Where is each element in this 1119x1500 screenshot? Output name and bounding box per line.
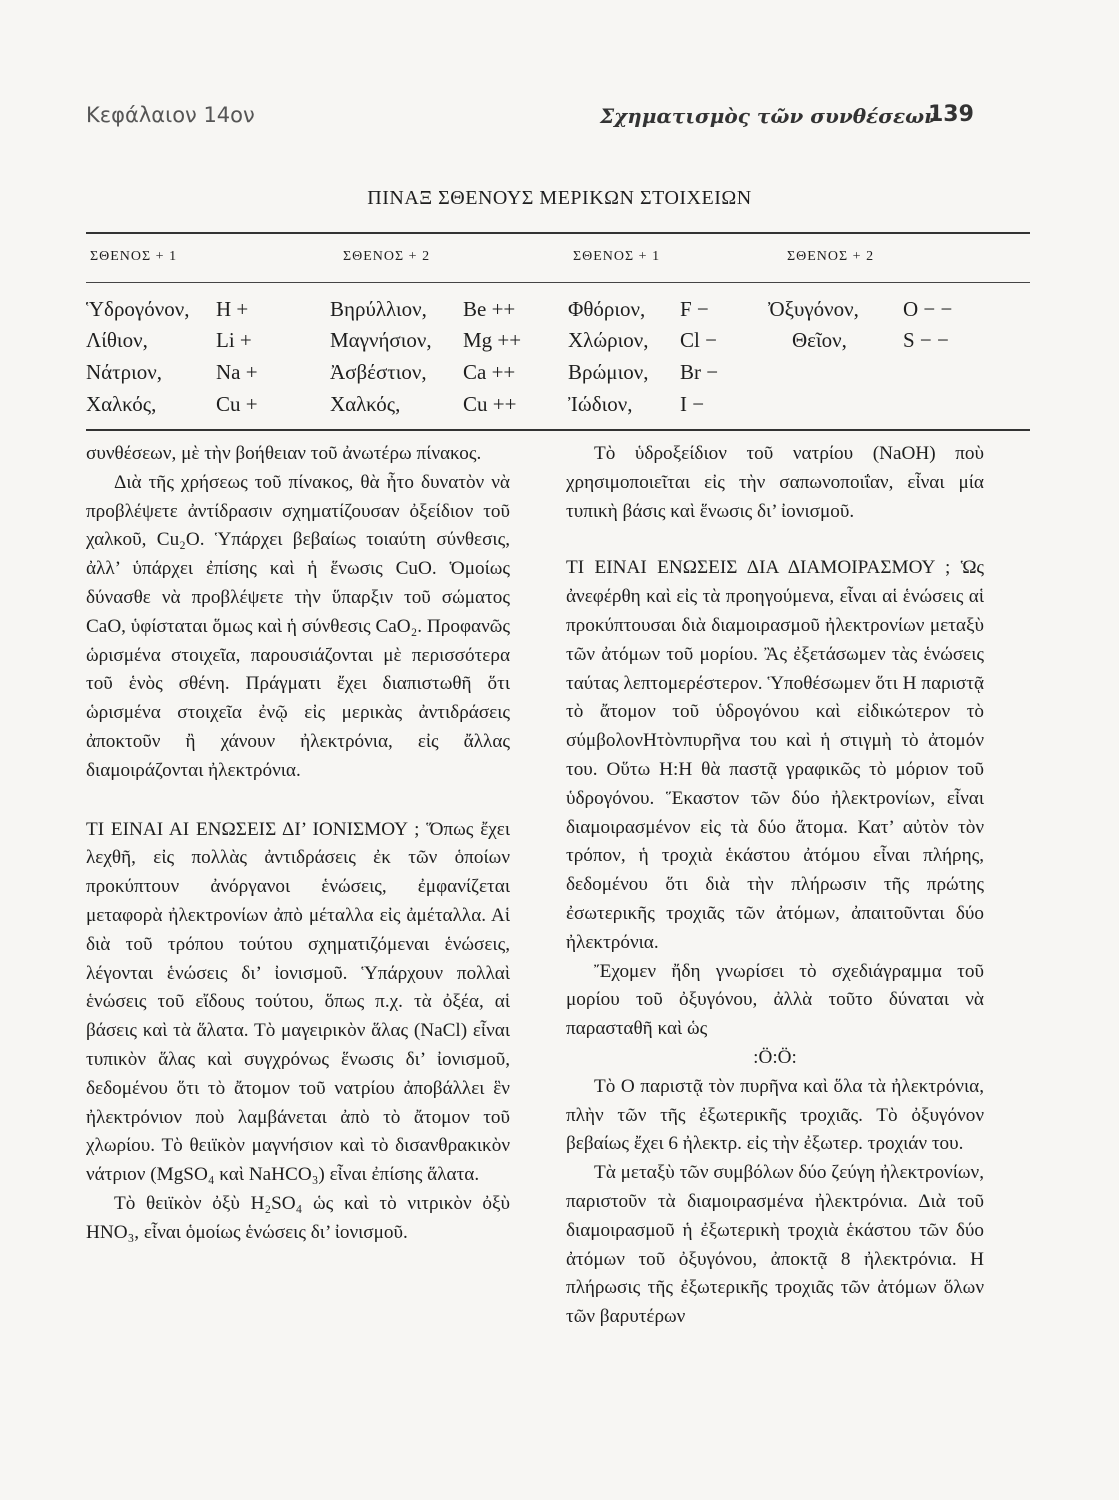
table-cell: F −: [680, 297, 709, 321]
table-cell: Νάτριον,: [86, 360, 162, 384]
table-cell: Na +: [216, 360, 258, 384]
table-title: ΠΙΝΑΞ ΣΘΕΝΟΥΣ ΜΕΡΙΚΩΝ ΣΤΟΙΧΕΙΩΝ: [367, 187, 752, 209]
table-cell: Θεῖον,: [792, 328, 847, 352]
paragraph: ΤΙ ΕΙΝΑΙ ΑΙ ΕΝΩΣΕΙΣ ΔΙ’ ΙΟΝΙΣΜΟΥ ; Ὅπως ἔχει λεχθῆ, εἰς πολλὰς ἀντιδράσεις ἐκ τῶν ὁποίων προκύπτουν ἀνόργανοι ἑνώσεις, ἐμφανίζεται μεταφορὰ ἠλεκτρονίων ἀπὸ μέταλλα εἰς ἀμέταλλα. Αἱ διὰ τοῦ τρόπου τούτου σχηματιζόμεναι ἑνώσεις, λέγονται ἑνώσεις δι’ ἰονισμοῦ. Ὑπάρχουν πολλαὶ ἑνώσεις τοῦ εἴδους τούτου, ὅπως π.χ. τὰ ὀξέα, αἱ βάσεις καὶ τὰ ἅλατα. Τὸ μαγειρικὸν ἅλας (NaCl) εἶναι τυπικὸν ἅλας καὶ συγχρόνως ἕνωσις δι’ ἰονισμοῦ, δεδομένου ὅτι τὸ ἄτομον τοῦ νατρίου ἀποβάλλει ἓν ἠλεκτρόνιον ποὺ λαμβάνεται ἀπὸ τὸ ἄτομον τοῦ χλωρίου. Τὸ θειϊκὸν μαγνήσιον καὶ τὸ δισανθρακικὸν νάτριον (MgSO₄ καὶ NaHCO₃) εἶναι ἐπίσης ἅλατα.: [86, 818, 510, 1186]
table-cell: Χλώριον,: [568, 328, 649, 352]
col-header: ΣΘΕΝΟΣ + 2: [343, 249, 431, 264]
table-cell: Λίθιον,: [86, 328, 148, 352]
chapter-label: Κεφάλαιον 14ον: [86, 103, 255, 127]
paragraph: Τὸ θειϊκὸν ὀξὺ H₂SO₄ ὡς καὶ τὸ νιτρικὸν ὀξὺ HNO₃, εἶναι ὁμοίως ἑνώσεις δι’ ἰονισμοῦ.: [86, 1192, 510, 1243]
table-cell: Be ++: [463, 297, 516, 321]
table-cell: O − −: [903, 297, 953, 321]
table-cell: Cu ++: [463, 392, 517, 416]
table-cell: Ὑδρογόνον,: [86, 297, 190, 321]
table-cell: Ca ++: [463, 360, 516, 384]
table-cell: Cl −: [680, 328, 717, 352]
table-cell: H +: [216, 297, 249, 321]
oxygen-formula: :Ö:Ö:: [753, 1046, 797, 1068]
col-header: ΣΘΕΝΟΣ + 1: [573, 249, 661, 264]
table-cell: Χαλκός,: [86, 392, 157, 416]
table-cell: Cu +: [216, 392, 258, 416]
table-cell: Βηρύλλιον,: [330, 297, 427, 321]
paragraph: Τὰ μεταξὺ τῶν συμβόλων δύο ζεύγη ἠλεκτρονίων, παριστοῦν τὰ διαμοιρασμένα ἠλεκτρόνια. Διὰ τοῦ διαμοιρασμοῦ ἡ ἐξωτερικὴ τροχιὰ ἑκάστου τῶν δύο ἀτόμων τοῦ ὀξυγόνου, ἀποκτᾷ 8 ἠλεκτρόνια. Η πλήρωσις τῆς ἐξωτερικῆς τροχιᾶς τῶν ἀτόμων ὅλων τῶν βαρυτέρων: [566, 1162, 984, 1328]
paragraph: ΤΙ ΕΙΝΑΙ ΕΝΩΣΕΙΣ ΔΙΑ ΔΙΑΜΟΙΡΑΣΜΟΥ ; Ὡς ἀνεφέρθη καὶ εἰς τὰ προηγούμενα, εἶναι αἱ ἑνώσεις αἱ προκύπτουσαι διὰ διαμοιρασμοῦ ἠλεκτρονίων μεταξὺ τῶν ἀτόμων τοῦ μορίου. Ἂς ἐξετάσωμεν τὰς ἑνώσεις ταύτας λεπτομερέστερον. Ὑποθέσωμεν ὅτι H παριστᾷ τὸ ἄτομον τοῦ ὑδρογόνου καὶ εἰδικώτερον τὸ σύμβολονHτὸνπυρῆνα του καὶ ἡ στιγμὴ τὸ ἀτομόν του. Οὕτω H:H θὰ παστᾷ γραφικῶς τὸ μόριον τοῦ ὑδρογόνου. Ἕκαστον τῶν δύο ἠλεκτρονίων, εἶναι διαμοιρασμένον εἰς τὰ δύο ἄτομα. Κατ’ αὐτὸν τὸν τρόπον, ἡ τροχιὰ ἑκάστου ἀτόμου εἶναι πλήρης, δεδομένου ὅτι διὰ τὴν πλήρωσιν τῆς πρώτης ἐσωτερικῆς τροχιᾶς τῶν ἀτόμων, ἀπαιτοῦνται δύο ἠλεκτρόνια.: [566, 557, 984, 953]
col-header: ΣΘΕΝΟΣ + 2: [787, 249, 875, 264]
section-title: Σχηματισμὸς τῶν συνθέσεων: [600, 104, 939, 128]
table-cell: Mg ++: [463, 328, 522, 352]
table-cell: Br −: [680, 360, 719, 384]
table-cell: S − −: [903, 328, 949, 352]
paragraph: Τὸ O παριστᾷ τὸν πυρῆνα καὶ ὅλα τὰ ἠλεκτρόνια, πλὴν τῶν τῆς ἐξωτερικῆς τροχιᾶς. Τὸ ὀξυγόνον βεβαίως ἔχει 6 ἠλεκτρ. εἰς τὴν ἐξωτερ. τροχιάν του.: [566, 1075, 984, 1155]
left-text-column: [86, 440, 510, 1248]
table-cell: Li +: [216, 328, 252, 352]
paragraph: Ἔχομεν ἤδη γνωρίσει τὸ σχεδιάγραμμα τοῦ μορίου τοῦ ὀξυγόνου, ἀλλὰ τοῦτο δύναται νὰ παρασταθῆ καὶ ὡς: [566, 960, 984, 1040]
table-cell: Μαγνήσιον,: [330, 328, 432, 352]
table-cell: Ἰώδιον,: [568, 392, 633, 416]
right-text-column: [566, 440, 984, 1332]
col-header: ΣΘΕΝΟΣ + 1: [90, 249, 178, 264]
table-bottom-rule: [86, 429, 1030, 431]
paragraph: συνθέσεων, μὲ τὴν βοήθειαν τοῦ ἀνωτέρω πίνακος.: [86, 443, 482, 464]
table-cell: Χαλκός,: [330, 392, 401, 416]
page-number: 139: [928, 102, 974, 127]
table-cell: Βρώμιον,: [568, 360, 649, 384]
paragraph: Διὰ τῆς χρήσεως τοῦ πίνακος, θὰ ἦτο δυνατὸν νὰ προβλέψετε ἀντίδρασιν σχηματίζουσαν ὀξείδιον τοῦ χαλκοῦ, Cu₂O. Ὑπάρχει βεβαίως τοιαύτη σύνθεσις, ἀλλ’ ὑπάρχει ἐπίσης καὶ ἡ ἕνωσις CuO. Ὁμοίως δύνασθε νὰ προβλέψετε τὴν ὕπαρξιν τοῦ σώματος CaO, ὑφίσταται ὅμως καὶ ἡ σύνθεσις CaO₂. Προφανῶς ὡρισμένα στοιχεῖα, παρουσιάζονται μὲ περισσότερα τοῦ ἑνὸς σθένη. Πράγματι ἔχει διαπιστωθῆ ὅτι ὡρισμένα στοιχεῖα ἐνῷ εἰς μερικὰς ἀντιδράσεις ἀποκτοῦν ἢ χάνουν ἠλεκτρόνια, εἰς ἄλλας διαμοιράζονται ἠλεκτρόνια.: [86, 471, 510, 781]
table-cell: Ὀξυγόνον,: [768, 297, 859, 321]
table-top-rule: [86, 232, 1030, 234]
table-cell: Φθόριον,: [568, 297, 646, 321]
paragraph: Τὸ ὑδροξείδιον τοῦ νατρίου (NaOH) ποὺ χρησιμοποιεῖται εἰς τὴν σαπωνοποιΐαν, εἶναι μία τυπικὴ βάσις καὶ ἕνωσις δι’ ἰονισμοῦ.: [566, 443, 984, 522]
table-header-rule: [86, 282, 1030, 283]
table-cell: I −: [680, 392, 705, 416]
table-cell: Ἀσβέστιον,: [330, 360, 427, 384]
